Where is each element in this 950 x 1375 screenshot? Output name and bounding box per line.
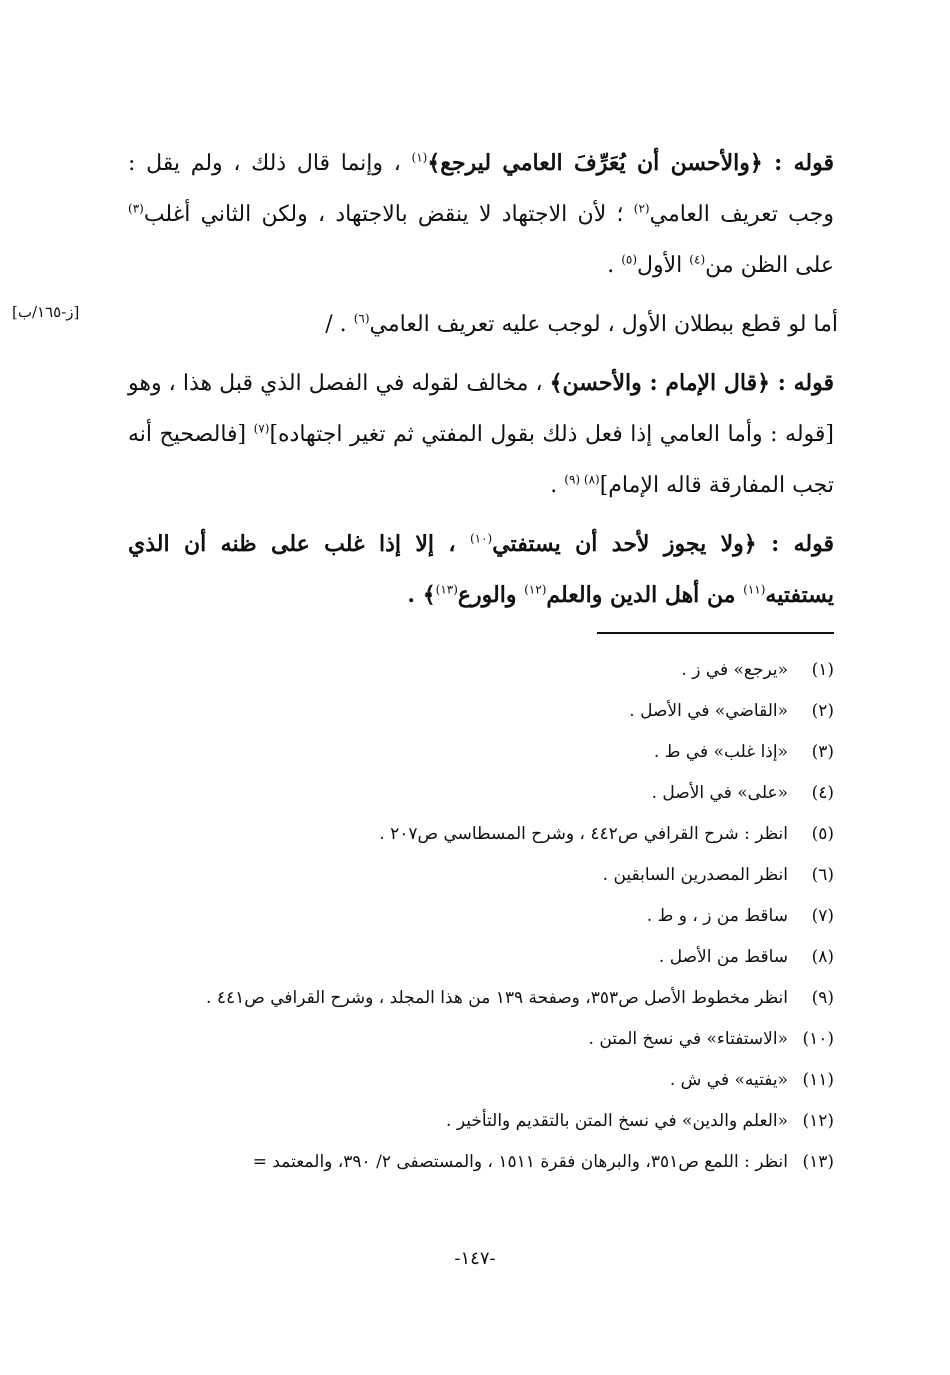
footnote-marker[interactable]: (١١) [743, 582, 766, 597]
footnote-number: (١) [811, 660, 834, 680]
footnote-item [128, 978, 834, 1019]
text-segment: . [607, 253, 622, 278]
text-segment: قوله : [762, 150, 834, 176]
paragraph-4 [128, 519, 834, 621]
footnote-marker[interactable]: (٥) [621, 252, 638, 267]
paragraph-3 [128, 358, 834, 511]
footnote-number: (١٢) [802, 1111, 834, 1131]
text-segment: من أهل الدين والعلم [546, 582, 744, 608]
text-segment: قوله : [770, 370, 835, 396]
footnote-text: انظر مخطوط الأصل ص٣٥٣، وصفحة ١٣٩ من هذا المجلد ، وشرح القرافي ص٤٤١ . [206, 988, 788, 1008]
footnote-marker[interactable]: (٤) [689, 252, 706, 267]
footnote-separator [597, 632, 834, 634]
footnote-marker[interactable]: (١٣) [435, 582, 458, 597]
footnote-item [128, 650, 834, 691]
text-segment: على الظن من [705, 253, 834, 278]
footnote-number: (٥) [811, 824, 834, 844]
footnote-item [128, 1019, 834, 1060]
footnote-item [128, 1142, 834, 1183]
footnotes-list [128, 650, 834, 1183]
text-segment: والورع [457, 582, 525, 608]
footnote-text: انظر : شرح القرافي ص٤٤٢ ، وشرح المسطاسي ص٢٠٧ . [379, 824, 788, 844]
main-text [128, 138, 838, 629]
footnote-item [128, 773, 834, 814]
footnote-text: «القاضي» في الأصل . [629, 701, 788, 721]
footnote-text: «يرجع» في ز . [681, 660, 788, 680]
text-segment: . [550, 473, 565, 498]
footnote-number: (٤) [811, 783, 834, 803]
text-segment: ، وإنما قال ذلك ، ولم يقل : وجب تعريف العامي [128, 151, 834, 227]
footnote-item [128, 855, 834, 896]
footnote-text: «العلم والدين» في نسخ المتن بالتقديم والتأخير . [446, 1111, 788, 1131]
footnote-number: (١١) [802, 1070, 834, 1090]
text-segment: ﴾ . [407, 582, 436, 608]
footnote-item [128, 814, 834, 855]
text-segment: ، مخالف لقوله في الفصل الذي قبل هذا ، وهو [قوله : وأما العامي إذا فعل ذلك بقول المفتي ثم تغير اجتهاده] [128, 371, 834, 447]
manuscript-margin-reference: [ز-١٦٥/ب] [12, 303, 80, 321]
footnote-text: «إذا غلب» في ط . [653, 742, 788, 762]
text-segment: ﴿والأحسن أن يُعَرِّفَ العامي ليرجع﴾ [427, 150, 763, 176]
footnote-text: «يفتيه» في ش . [669, 1070, 788, 1090]
footnote-marker[interactable]: (١) [411, 150, 428, 165]
footnote-marker[interactable]: (١٠) [469, 531, 493, 546]
footnote-number: (٨) [811, 947, 834, 967]
text-segment: قوله : [756, 531, 834, 557]
text-segment: أما لو قطع ببطلان الأول ، لوجب عليه تعريف العامي [369, 312, 838, 337]
text-segment: [فالصحيح أنه تجب المفارقة قاله الإمام] [128, 422, 834, 498]
footnote-item [128, 1101, 834, 1142]
footnote-marker[interactable]: (١٢) [524, 582, 547, 597]
text-segment: . / [325, 312, 354, 337]
text-segment: ، إلا إذا غلب على ظنه أن الذي يستفتيه [128, 531, 834, 608]
footnote-marker[interactable]: (٣) [128, 201, 144, 216]
footnote-text: انظر المصدرين السابقين . [602, 865, 788, 885]
footnote-text: «على» في الأصل . [651, 783, 788, 803]
footnote-item [128, 1060, 834, 1101]
paragraph-1 [128, 138, 834, 291]
page-number: -١٤٧- [454, 1248, 496, 1269]
footnote-marker[interactable]: (٨) (٩) [564, 472, 600, 487]
footnote-number: (٧) [811, 906, 834, 926]
footnote-marker[interactable]: (٧) [253, 421, 270, 436]
footnote-item [128, 732, 834, 773]
footnote-text: «الاستفتاء» في نسخ المتن . [588, 1029, 788, 1049]
footnote-item [128, 691, 834, 732]
footnote-number: (١٠) [802, 1029, 834, 1049]
text-segment: ﴿قال الإمام : والأحسن﴾ [549, 370, 771, 396]
paragraph-2 [128, 299, 838, 350]
footnote-text: انظر : اللمع ص٣٥١، والبرهان فقرة ١٥١١ ، والمستصفى ٢/ ٣٩٠، والمعتمد = [252, 1152, 788, 1172]
text-segment: ﴿ولا يجوز لأحد أن يستفتي [492, 531, 757, 557]
footnote-item [128, 937, 834, 978]
footnote-marker[interactable]: (٢) [633, 201, 650, 216]
footnote-marker[interactable]: (٦) [353, 311, 370, 326]
text-segment: ؛ لأن الاجتهاد لا ينقض بالاجتهاد ، ولكن الثاني أغلب [143, 202, 634, 227]
text-segment: الأول [637, 253, 690, 278]
footnote-text: ساقط من الأصل . [658, 947, 788, 967]
footnote-text: ساقط من ز ، و ط . [646, 906, 788, 926]
footnote-number: (٦) [811, 865, 834, 885]
footnote-number: (٣) [811, 742, 834, 762]
footnote-item [128, 896, 834, 937]
footnote-number: (٢) [811, 701, 834, 721]
footnote-number: (٩) [811, 988, 834, 1008]
footnote-number: (١٣) [802, 1152, 834, 1172]
